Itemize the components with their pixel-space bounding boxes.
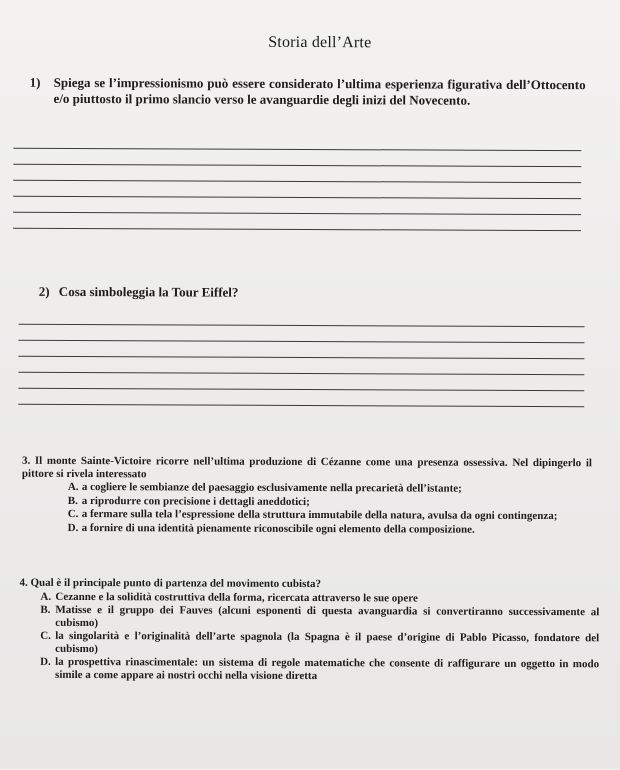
question-3 (22, 455, 592, 536)
option-text: la singolarità e l’originalità dell’arte spagnola (la Spagna è il paese d’origine di Pablo Picasso, fondatore del cubismo) (55, 629, 600, 655)
answer-line (18, 356, 584, 359)
option-letter: D. (40, 655, 51, 668)
option-text: Matisse e il gruppo dei Fauves (alcuni esponenti di questa avanguardia si convertiranno successivamente al cubismo) (55, 603, 600, 629)
question-3-option-b (22, 494, 592, 509)
answer-line (18, 388, 584, 391)
option-text: a fornire di una identità pienamente riconoscibile ogni elemento della composizione. (81, 521, 475, 536)
question-4 (19, 577, 599, 684)
question-3-option-a (22, 481, 592, 496)
question-3-stem: 3. Il monte Sainte-Victoire ricorre nell’ultima produzione di Cézanne come una presenza ossessiva. Nel dipingerlo il pittore si rivela interessato (21, 454, 593, 480)
option-text: la prospettiva rinascimentale: un sistema di regole matematiche che consente di raffigurare un oggetto in modo simile a come appare ai nostri occhi nella visione diretta (55, 655, 600, 682)
option-text: a riprodurre con precisione i dettagli aneddotici; (81, 494, 310, 508)
question-4-option-b (19, 604, 599, 632)
question-4-option-c (19, 630, 599, 658)
option-letter: A. (40, 590, 52, 603)
option-letter: B. (67, 494, 78, 507)
question-4-option-d (19, 656, 599, 684)
answer-line (13, 180, 581, 183)
option-letter: D. (67, 521, 79, 534)
option-letter: B. (40, 603, 51, 616)
question-1-number: 1) (29, 74, 41, 90)
answer-lines-1 (13, 148, 581, 246)
answer-line (18, 404, 584, 407)
question-1 (30, 75, 586, 108)
question-2 (39, 284, 239, 301)
question-4-stem: 4. Qual è il principale punto di partenza del movimento cubista? (19, 576, 322, 591)
option-text: Cezanne e la solidità costruttiva della forma, ricercata attraverso le sue opere (55, 590, 418, 604)
answer-line (13, 196, 581, 199)
answer-line (19, 324, 585, 327)
page-title: Storia dell’Arte (268, 33, 372, 52)
option-letter: C. (67, 507, 79, 520)
question-3-option-d (22, 521, 592, 536)
answer-line (13, 212, 581, 215)
option-text: a cogliere le sembianze del paesaggio esclusivamente nella precarietà dell’istante; (81, 481, 462, 495)
answer-line (18, 372, 584, 375)
answer-line (13, 228, 581, 231)
answer-line (13, 148, 581, 151)
question-2-number: 2) (38, 283, 50, 299)
answer-line (19, 340, 585, 343)
option-text: a fermare sulla tela l’espressione della struttura immutabile della natura, avulsa da ogni contingenza; (81, 508, 558, 523)
question-2-text: Cosa simboleggia la Tour Eiffel? (58, 283, 239, 300)
answer-line (13, 164, 581, 167)
question-4-option-a (19, 590, 599, 605)
answer-lines-2 (18, 324, 584, 422)
question-1-text: Spiega se l’impressionismo può essere considerato l’ultima esperienza figurativa dell’Ottocento e/o piuttosto il primo slancio verso le avanguardie degli inizi del Novecento. (53, 74, 586, 108)
option-letter: A. (67, 480, 79, 493)
option-letter: C. (40, 629, 51, 642)
question-3-option-c (22, 508, 592, 523)
